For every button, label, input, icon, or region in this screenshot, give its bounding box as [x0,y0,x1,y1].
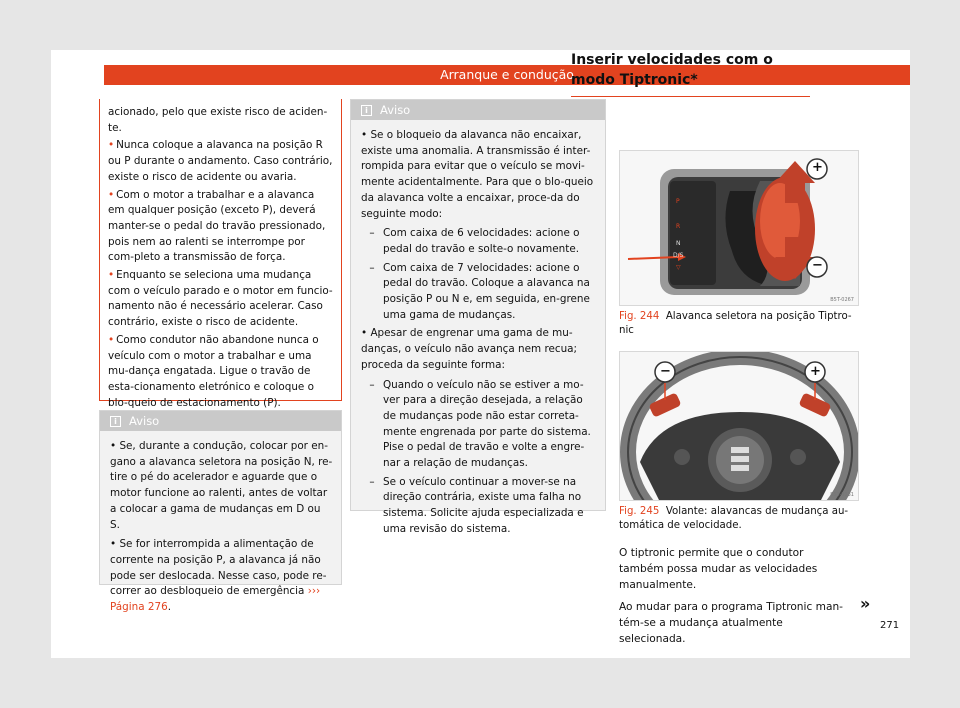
body-text [619,545,845,647]
bullet-item: • Nunca coloque a alavanca na posição R ou P durante o andamento. Caso contrário, existe o risco de acidente ou avaria. [108,139,333,183]
sub-item: – Com caixa de 6 velocidades: acione o pedal do travão e solte-o novamente. [369,227,580,255]
figure-244 [619,150,859,306]
gate-label-r: R [676,223,681,230]
page-link[interactable]: ››› Página 276 [110,585,321,614]
bullet-item: • Enquanto se seleciona uma mudança com o veículo parado e o motor em funcio-namento não é necessário acelerar. Caso contrário, existe o risco de acidente. [108,269,333,329]
plus-icon: + [810,364,821,379]
plus-icon: + [812,160,823,175]
warning-header [351,100,605,120]
warning-item: • Se o bloqueio da alavanca não encaixar, existe uma anomalia. A transmissão é inter-rompida para evitar que o veículo se movi-mente acidentalmente. Para que o blo-queio da alavanca volte a encaixar, proce-da do seguinte modo: [361,129,594,220]
bullet-icon: • [108,188,115,201]
gear-selector-illustration [620,151,859,306]
figure-245 [619,351,859,501]
bullet-item: • Com o motor a trabalhar e a alavanca em qualquer posição (exceto P), deverá manter-se o pedal do travão pressionado, pois nem ao ralenti se interrompe por com-pleto a transmissão de força. [108,188,326,264]
warning-box-1 [99,410,342,614]
warning-title: Aviso [129,414,160,428]
bullet-icon: • [108,269,115,282]
info-icon: i [361,105,372,116]
warning-box-2 [350,99,606,535]
continue-icon: » [860,594,871,613]
bullet-icon: • [361,327,371,340]
warning-item: • Se, durante a condução, colocar por en-gano a alavanca seletora na posição N, re-tire o pé do acelerador e aguarde que o motor funcione ao ralenti, antes de voltar a colocar a gama de mudanças em D ou S. [110,440,333,531]
page-number: 271 [880,620,900,631]
minus-icon: − [812,258,823,273]
warning-title: Aviso [380,103,411,117]
figure-caption-text: Alavanca seletora na posição Tiptro-nic [619,311,852,336]
figure-caption-245 [619,505,859,533]
gate-label-ds: D/S [673,252,684,259]
bullet-item: • Como condutor não abandone nunca o veículo com o motor a trabalhar e uma mu-dança engatada. Ligue o travão de esta-cionamento eletrónico e coloque o blo-queio de estacionamento (P). [108,333,319,409]
safety-box [99,99,342,409]
bullet-icon: • [110,440,120,452]
figure-caption-text: Volante: alavancas de mudança au-tomática de velocidade. [619,506,849,531]
lead-text: acionado, pelo que existe risco de aciden-te. [108,106,328,134]
gate-label-tip: ▽ [676,264,681,271]
bullet-icon: • [110,538,120,551]
sub-item: – Quando o veículo não se estiver a mo-ver para a direção desejada, a relação de mudanças pode não estar correta-mente engrenada por parte do sistema. Pise o pedal de travão e volte a engre-nar a relação de mudanças. [369,378,591,470]
figure-label: Fig. 244 [619,311,660,322]
minus-icon: − [660,364,671,379]
steering-wheel-illustration [620,352,859,501]
bullet-icon: • [108,333,115,346]
body-paragraph: O tiptronic permite que o condutor também possa mudar as velocidades manualmente. [619,547,818,591]
warning-item: • Se for interrompida a alimentação de corrente na posição P, a alavanca já não pode ser deslocada. Nesse caso, pode re-correr ao desbloqueio de emergência ››› Página 276. [110,538,327,614]
sub-item: – Se o veículo continuar a mover-se na direção contrária, existe uma falha no sistema. Solicite ajuda especializada e uma revisão do sistema. [369,475,584,535]
figure-code: B5T-0331 [830,492,854,498]
figure-code: B5T-0267 [830,297,854,303]
figure-label: Fig. 245 [619,506,660,517]
figure-caption-244 [619,310,859,338]
warning-item: • Apesar de engrenar uma gama de mu-danças, o veículo não avança nem recua; proceda da seguinte forma: [361,327,578,371]
sub-item: – Com caixa de 7 velocidades: acione o pedal do travão. Coloque a alavanca na posição P ou N e, em seguida, en-grene uma gama de mudanças. [369,261,590,321]
warning-header [100,411,341,431]
bullet-icon: • [361,129,371,141]
section-title: Inserir velocidades com o modo Tiptronic* [571,50,810,97]
bullet-icon: • [108,139,115,152]
gate-label-n: N [676,240,681,247]
gate-label-p: P [676,198,680,205]
info-icon: i [110,416,121,427]
body-paragraph: Ao mudar para o programa Tiptronic man-tém-se a mudança atualmente selecionada. [619,601,844,645]
chapter-header: Arranque e condução [104,65,910,85]
